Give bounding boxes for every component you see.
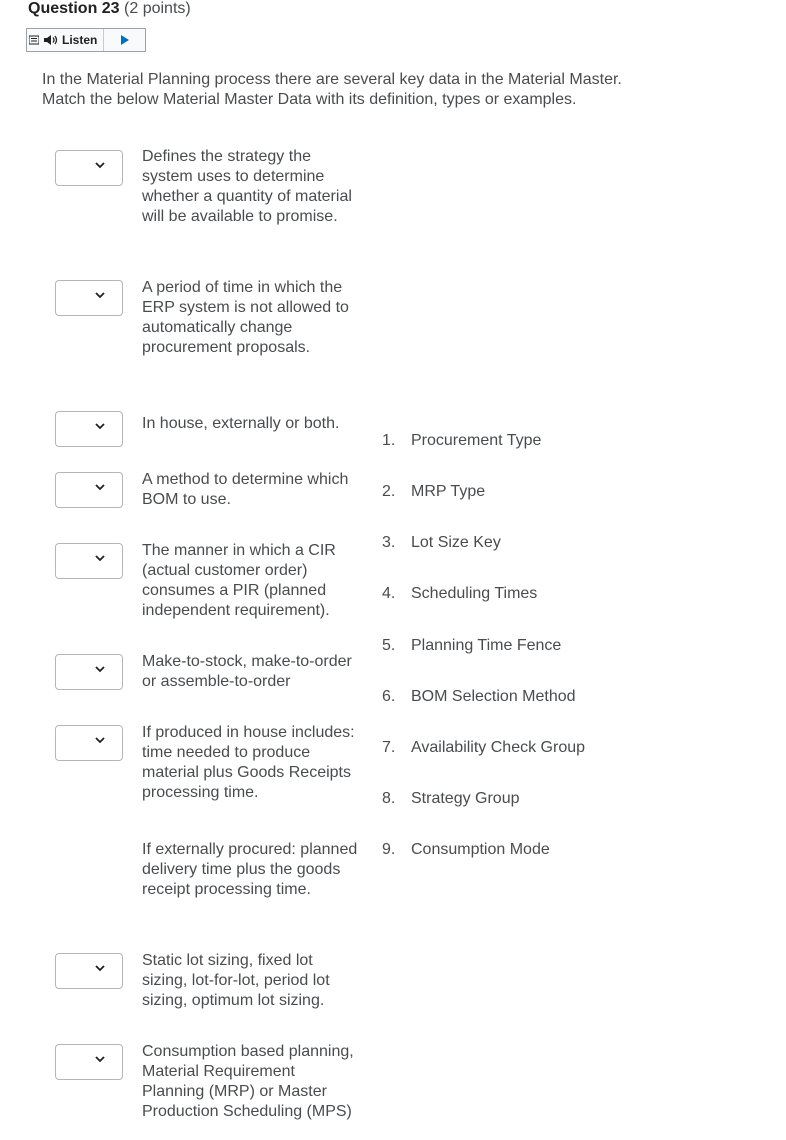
chevron-down-icon (95, 423, 105, 430)
definition-8: Static lot sizing, fixed lot sizing, lot-for-lot, period lot sizing, optimum lot sizing. (142, 952, 330, 1009)
chevron-down-icon (95, 666, 105, 673)
option-number: 5. (382, 637, 396, 654)
option-label: Availability Check Group (411, 739, 586, 756)
option-4 (382, 584, 537, 604)
option-8 (382, 789, 520, 809)
chevron-down-icon (95, 162, 105, 169)
option-number: 3. (382, 534, 396, 551)
option-label: Strategy Group (411, 790, 520, 807)
chevron-down-icon (95, 737, 105, 744)
match-select-8[interactable] (55, 953, 123, 989)
speaker-icon (43, 34, 59, 46)
match-select-9[interactable] (55, 1044, 123, 1080)
play-button[interactable] (104, 29, 145, 51)
option-3 (382, 533, 501, 553)
match-select-5[interactable] (55, 543, 123, 579)
question-header (28, 0, 191, 18)
chevron-down-icon (95, 965, 105, 972)
option-label: Scheduling Times (411, 585, 538, 602)
match-select-3[interactable] (55, 411, 123, 447)
option-label: Procurement Type (411, 432, 542, 449)
option-number: 8. (382, 790, 396, 807)
definition-9: Consumption based planning, Material Requirement Planning (MRP) or Master Production Scheduling (MPS) (142, 1043, 354, 1120)
prompt-line-1: In the Material Planning process there are several key data in the Material Master. (42, 71, 622, 88)
definition-7-continued: If externally procured: planned delivery time plus the goods receipt processing time. (142, 841, 358, 898)
match-select-6[interactable] (55, 654, 123, 690)
definition-6: Make-to-stock, make-to-order or assemble-to-order (142, 653, 352, 690)
option-2 (382, 482, 485, 502)
option-9 (382, 840, 550, 860)
option-label: BOM Selection Method (411, 688, 576, 705)
option-label: Lot Size Key (411, 534, 501, 551)
option-label: MRP Type (411, 483, 486, 500)
option-number: 6. (382, 688, 396, 705)
question-number: Question 23 (28, 0, 120, 17)
chevron-down-icon (95, 292, 105, 299)
option-number: 4. (382, 585, 396, 602)
match-select-1[interactable] (55, 150, 123, 186)
definition-4: A method to determine which BOM to use. (142, 471, 349, 508)
option-1 (382, 431, 541, 451)
definition-7: If produced in house includes: time needed to produce material plus Goods Receipts processing time. (142, 724, 355, 801)
option-7 (382, 738, 585, 758)
chevron-down-icon (95, 484, 105, 491)
prompt-line-2: Match the below Material Master Data with its definition, types or examples. (42, 91, 577, 108)
chevron-down-icon (95, 555, 105, 562)
question-points: (2 points) (124, 0, 191, 17)
menu-icon (29, 35, 39, 45)
listen-button[interactable] (41, 29, 104, 51)
match-select-2[interactable] (55, 280, 123, 316)
option-label: Consumption Mode (411, 841, 550, 858)
option-number: 2. (382, 483, 396, 500)
listen-widget (26, 28, 146, 52)
match-select-7[interactable] (55, 725, 123, 761)
match-select-4[interactable] (55, 472, 123, 508)
option-number: 1. (382, 432, 396, 449)
option-5 (382, 636, 561, 656)
option-number: 9. (382, 841, 396, 858)
question-prompt (42, 70, 742, 110)
chevron-down-icon (95, 1056, 105, 1063)
option-number: 7. (382, 739, 396, 756)
definition-3: In house, externally or both. (142, 415, 340, 432)
definition-1: Defines the strategy the system uses to determine whether a quantity of material will be available to promise. (142, 148, 352, 225)
definition-5: The manner in which a CIR (actual customer order) consumes a PIR (planned independent requirement). (142, 542, 336, 619)
option-label: Planning Time Fence (411, 637, 562, 654)
option-6 (382, 687, 576, 707)
definition-2: A period of time in which the ERP system is not allowed to automatically change procurement proposals. (142, 279, 349, 356)
listen-label: Listen (62, 33, 98, 47)
listen-menu-button[interactable] (27, 29, 41, 51)
play-icon (120, 35, 130, 45)
